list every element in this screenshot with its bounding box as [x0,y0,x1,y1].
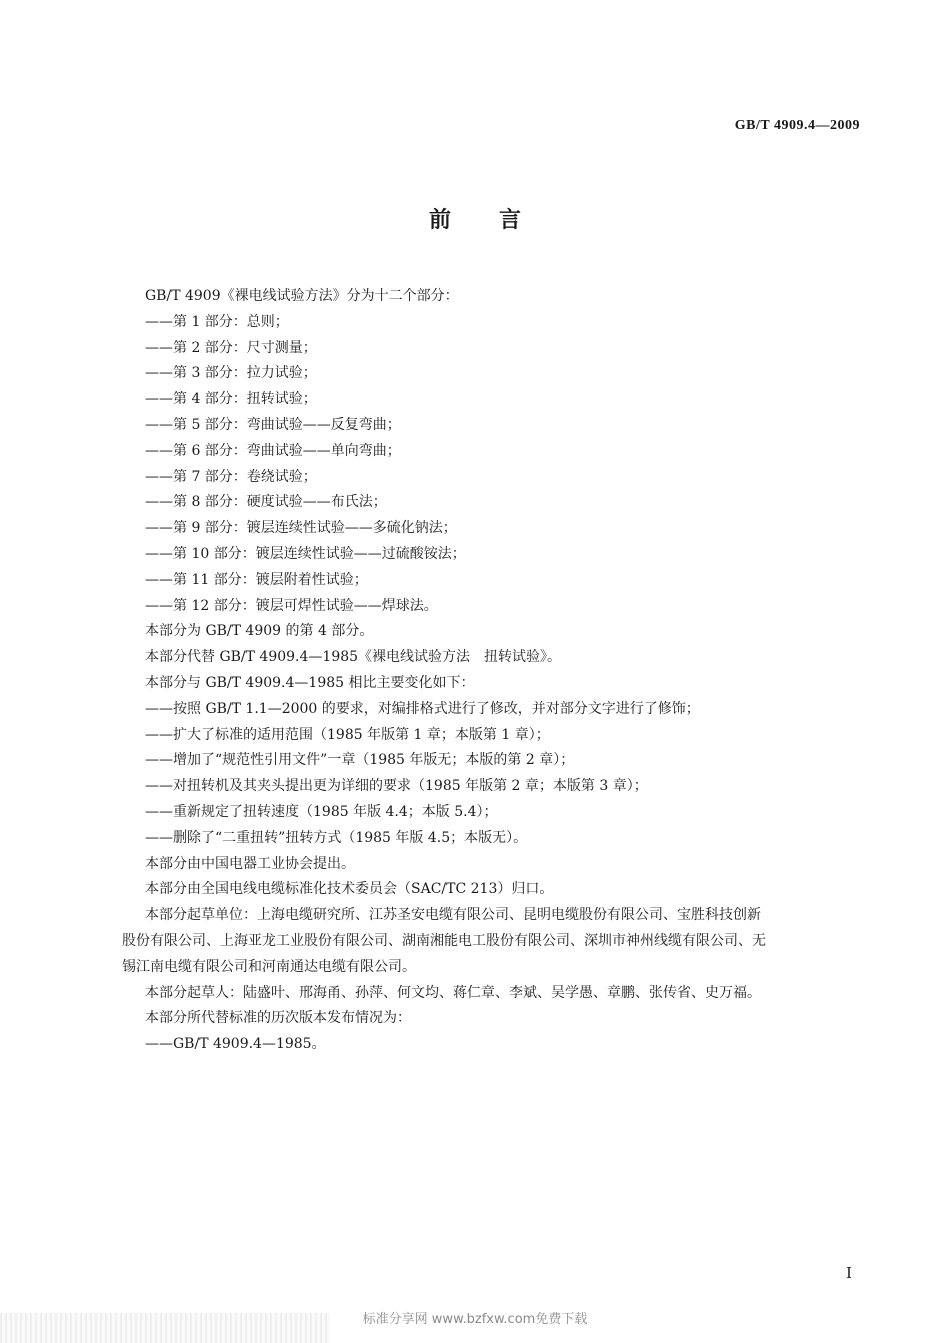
foreword-line: 本部分为 GB/T 4909 的第 4 部分。 [145,623,374,640]
foreword-line: ——第 7 部分：卷绕试验； [145,468,317,485]
drafting-units-line-1: 本部分起草单位：上海电缆研究所、江苏圣安电缆有限公司、昆明电缆股份有限公司、宝胜科技创新 [145,907,761,924]
foreword-line: ——第 3 部分：拉力试验； [145,365,317,382]
foreword-line: ——按照 GB/T 1.1—2000 的要求，对编排格式进行了修改，并对部分文字进行了修饰； [145,700,700,717]
foreword-line: 本部分与 GB/T 4909.4—1985 相比主要变化如下： [145,674,475,691]
drafters-line: 本部分起草人：陆盛叶、邢海甬、孙萍、何文均、蒋仁章、李斌、吴学愚、章鹏、张传省、史万福。 [145,984,761,1001]
watermark-text: 标准分享网 www.bzfxw.com免费下载 [362,1312,588,1327]
foreword-line: 本部分代替 GB/T 4909.4—1985《裸电线试验方法 扭转试验》。 [145,649,562,666]
foreword-line: ——第 12 部分：镀层可焊性试验——焊球法。 [145,597,438,614]
page-number: I [846,1264,852,1282]
foreword-line: 本部分由中国电器工业协会提出。 [145,855,355,872]
foreword-line: ——重新规定了扭转速度（1985 年版 4.4；本版 5.4）； [145,803,498,820]
foreword-line: ——第 1 部分：总则； [145,313,289,330]
foreword-line: ——删除了“二重扭转”扭转方式（1985 年版 4.5；本版无）。 [145,829,528,846]
title-char-2: 言 [499,208,522,233]
foreword-line: ——扩大了标准的适用范围（1985 年版第 1 章；本版第 1 章）； [145,726,550,743]
foreword-body [122,284,875,1058]
foreword-line: ——第 11 部分：镀层附着性试验； [145,571,368,588]
history-item: ——GB/T 4909.4—1985。 [145,1036,326,1053]
foreword-line: ——第 6 部分：弯曲试验——单向弯曲； [145,442,401,459]
foreword-line: ——第 8 部分：硬度试验——布氏法； [145,494,387,511]
foreword-line: 本部分由全国电线电缆标准化技术委员会（SAC/TC 213）归口。 [145,881,554,898]
page-title [0,203,950,234]
foreword-line: ——对扭转机及其夹头提出更为详细的要求（1985 年版第 2 章；本版第 3 章）； [145,778,648,795]
foreword-line: ——第 4 部分：扭转试验； [145,391,317,408]
foreword-line: GB/T 4909《裸电线试验方法》分为十二个部分： [145,288,459,304]
drafting-units-line-3: 锡江南电缆有限公司和河南通达电缆有限公司。 [122,958,416,975]
title-char-1: 前 [428,208,451,233]
foreword-line: ——增加了“规范性引用文件”一章（1985 年版无；本版的第 2 章）； [145,752,575,769]
standard-code: GB/T 4909.4—2009 [734,118,860,133]
foreword-line: ——第 2 部分：尺寸测量； [145,339,317,356]
foreword-line: ——第 9 部分：镀层连续性试验——多硫化钠法； [145,520,457,537]
drafting-units-line-2: 股份有限公司、上海亚龙工业股份有限公司、湖南湘能电工股份有限公司、深圳市神州线缆有限公司、无 [122,932,766,949]
foreword-line: ——第 10 部分：镀层连续性试验——过硫酸铵法； [145,545,466,562]
foreword-line: ——第 5 部分：弯曲试验——反复弯曲； [145,416,401,433]
history-heading: 本部分所代替标准的历次版本发布情况为： [145,1010,411,1027]
